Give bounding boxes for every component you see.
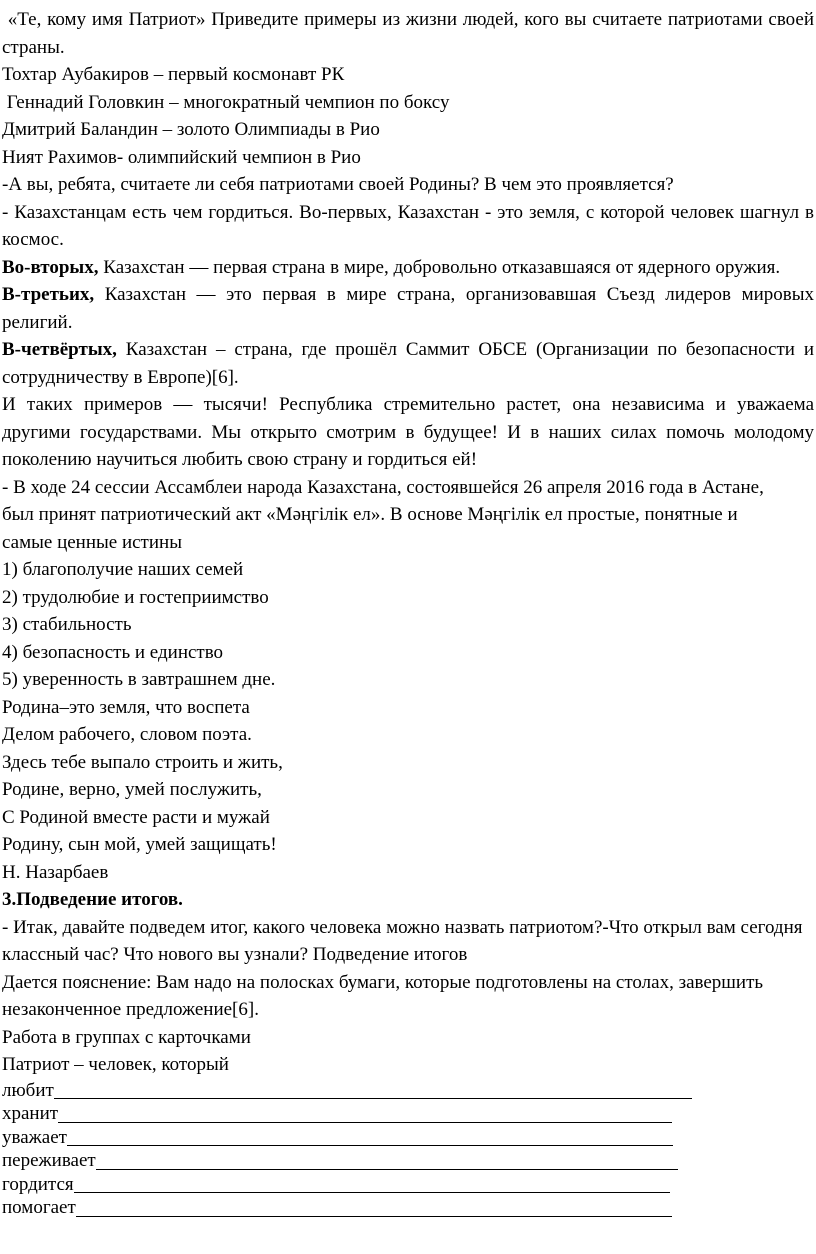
card-word: хранит: [2, 1103, 59, 1124]
poem-line: Родине, верно, умей послужить,: [2, 779, 262, 800]
intro-question: «Те, кому имя Патриот» Приведите примеры из жизни людей, кого вы считаете патриотами своей страны.: [2, 9, 815, 58]
poem-line: Родину, сын мой, умей защищать!: [2, 834, 277, 855]
blank-line: [58, 1103, 672, 1123]
question-patriots: -А вы, ребята, считаете ли себя патриотами своей Родины? В чем это проявляется?: [2, 174, 674, 195]
truth-item: 3) стабильность: [2, 614, 132, 635]
card-line-respects: [2, 1126, 814, 1150]
third-reason-text: Казахстан — это первая в мире страна, организовавшая Съезд лидеров мировых религий.: [2, 284, 814, 333]
card-word: гордится: [2, 1173, 74, 1195]
example-rakhimov: Ният Рахимов- олимпийский чемпион в Рио: [2, 146, 361, 168]
fourth-reason: [2, 336, 814, 391]
thousands-paragraph: И таких примеров — тысячи! Республика стремительно растет, она независима и уважаема другими государствами. Мы открыто смотрим в будущее! И в наших силах помочь молодому поколению научиться любить свою страну и гордиться ей!: [2, 394, 814, 470]
truth-item: 5) уверенность в завтрашнем дне.: [2, 669, 276, 690]
card-line-helps: [2, 1196, 814, 1220]
card-word: переживает: [2, 1150, 96, 1171]
second-reason: [2, 254, 814, 282]
poem-line: Делом рабочего, словом поэта.: [2, 724, 252, 745]
second-reason-text: Казахстан — первая страна в мире, добровольно отказавшаяся от ядерного оружия.: [98, 256, 781, 278]
card-line-worries: [2, 1149, 814, 1173]
assembly-paragraph: - В ходе 24 сессии Ассамблеи народа Казахстана, состоявшейся 26 апреля 2016 года в Астане, был принят патриотический акт «Мәңгілік ел». В основе Мәңгілік ел простые, понятные и самые ценные истины: [2, 476, 764, 553]
truth-item: 1) благополучие наших семей: [2, 559, 244, 580]
summary-question: - Итак, давайте подведем итог, какого человека можно назвать патриотом?-Что открыл вам сегодня классный час? Что нового вы узнали? Подведение итогов: [2, 916, 803, 965]
blank-line: [54, 1079, 692, 1099]
card-word: любит: [2, 1079, 54, 1101]
blank-line: [76, 1197, 672, 1217]
example-golovkin: Геннадий Головкин – многократный чемпион по боксу: [2, 91, 450, 113]
poem-author: Н. Назарбаев: [2, 861, 109, 883]
card-line-keeps: [2, 1102, 814, 1126]
explanation: Дается пояснение: Вам надо на полосках бумаги, которые подготовлены на столах, завершить незаконченное предложение[6].: [2, 971, 764, 1020]
third-reason-lead: В-третьих,: [2, 284, 95, 305]
card-prompt: Патриот – человек, который: [2, 1054, 229, 1075]
card-line-proud: [2, 1173, 814, 1197]
poem-line: С Родиной вместе расти и мужай: [2, 806, 270, 828]
card-line-loves: [2, 1079, 814, 1103]
blank-line: [74, 1173, 670, 1193]
section-heading: 3.Подведение итогов.: [2, 889, 183, 910]
group-work: Работа в группах с карточками: [2, 1026, 251, 1048]
blank-line: [67, 1126, 673, 1146]
example-balandin: Дмитрий Баландин – золото Олимпиады в Рио: [2, 119, 380, 140]
truth-item: 4) безопасность и единство: [2, 641, 224, 663]
truth-item: 2) трудолюбие и гостеприимство: [2, 586, 269, 608]
fourth-reason-text: Казахстан – страна, где прошёл Саммит ОБСЕ (Организации по безопасности и сотрудничеству в Европе)[6].: [2, 339, 814, 388]
fourth-reason-lead: В-четвёртых,: [2, 339, 117, 360]
third-reason: [2, 281, 814, 336]
card-word: уважает: [2, 1126, 67, 1148]
example-aubakirov: Тохтар Аубакиров – первый космонавт РК: [2, 64, 345, 85]
poem-line: Родина–это земля, что воспета: [2, 696, 250, 718]
poem-line: Здесь тебе выпало строить и жить,: [2, 751, 283, 773]
first-reason: - Казахстанцам есть чем гордиться. Во-первых, Казахстан - это земля, с которой человек шагнул в космос.: [2, 201, 814, 250]
card-word: помогает: [2, 1197, 76, 1218]
second-reason-lead: Во-вторых,: [2, 256, 99, 278]
blank-line: [96, 1150, 678, 1170]
